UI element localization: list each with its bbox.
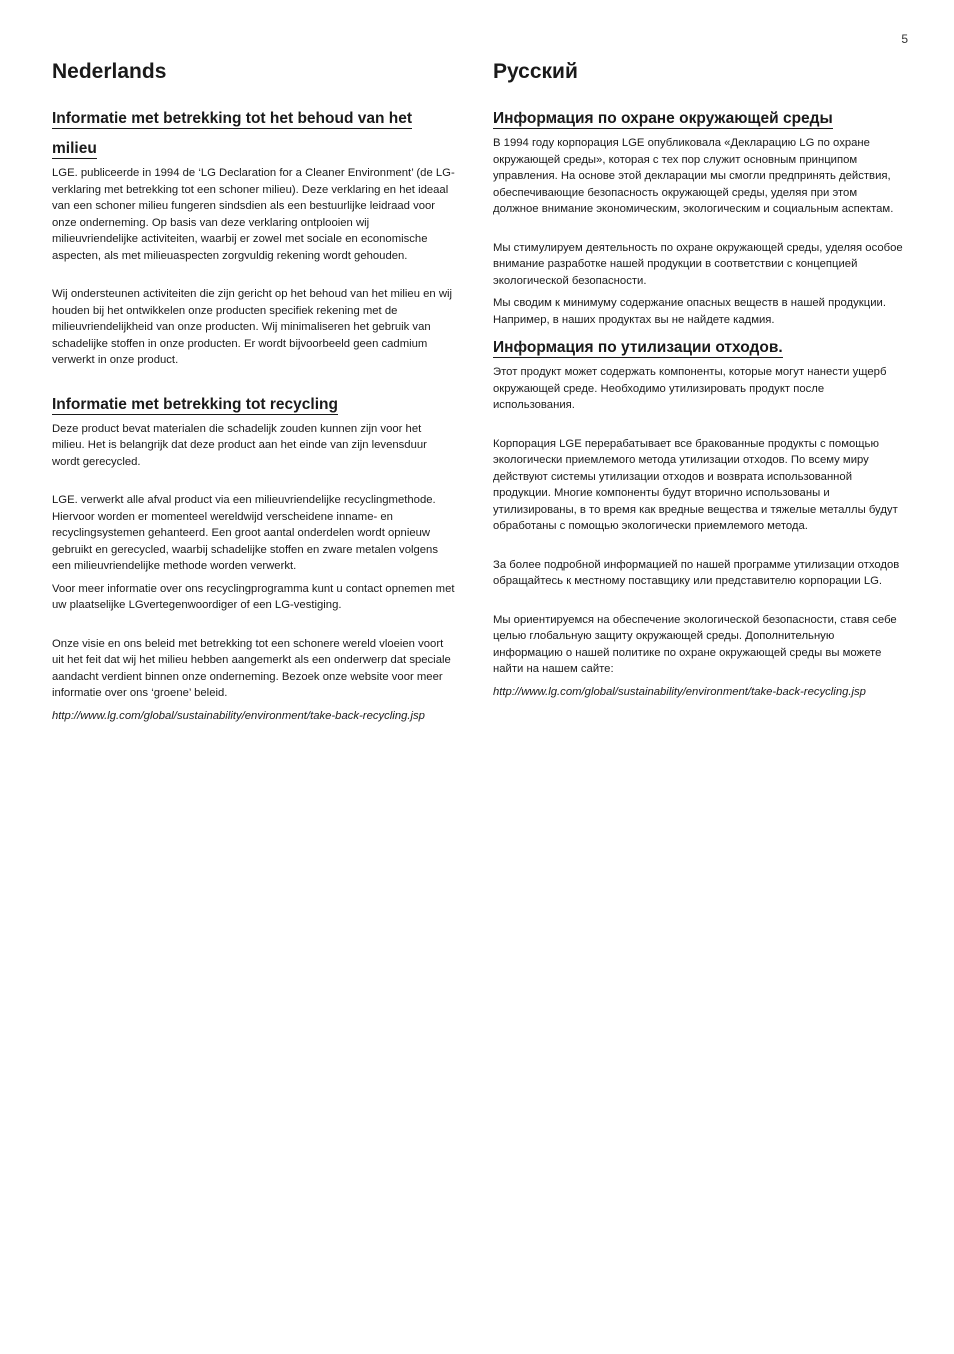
section-heading-milieu-line1: Informatie met betrekking tot het behoud van het [52,110,412,127]
section-heading-recycling-text: Informatie met betrekking tot recycling [52,395,338,413]
section-heading-waste-text: Информация по утилизации отходов. [493,339,783,356]
paragraph: Wij ondersteunen activiteiten die zijn gericht op het behoud van het milieu en wij houden bij het ontwikkelen onze producten specifiek rekening met de milieuvriendelijkheid van onze producten. Wij minimaliseren het gebruik van schadelijke stoffen in onze producten. Er wordt bijvoorbeeld geen cadmium verwerkt in onze product. [52,288,453,366]
section-heading-milieu-cont [52,135,456,163]
paragraph: Мы ориентируемся на обеспечение экологической безопасности, ставя себе целью глобальную защиту окружающей среды. Дополнительную информацию о нашей политике по охране окружающей среды вы можете найти на нашем сайте: [493,613,897,675]
paragraph: Onze visie en ons beleid met betrekking tot een schonere wereld vloeien voort uit het feit dat wij het milieu hebben aangemerkt als een onderwerp dat speciale aandacht verdient binnen onze onderneming. Bezoek onze website voor meer informatie over ons ‘groene’ beleid. [52,637,451,699]
paragraph: В 1994 году корпорация LGE опубликовала «Декларацию LG по охране окружающей среды», которая с тех пор служит основным принципом управления. На основе этой декларации мы смогли предпринять действия, обеспечивающие безопасность окружающей среды, уделяя при этом должное внимание экономическим, экологическим и социальным аспектам. [493,137,894,215]
paragraph: LGE. publiceerde in 1994 de ‘LG Declaration for a Cleaner Environment’ (de LG-verklaring met betrekking tot een schoner milieu). Deze verklaring en het ideaal van een schoner milieu fungeren sindsdien als een bestuurlijke leidraad voor onze onderneming. Op basis van deze verklaring ontplooien wij milieuvriendelijke activiteiten, waarbij er zowel met sociale en economische aspecten, als met milieuaspecten zorgvuldig rekening wordt gehouden. [52,167,455,262]
paragraph: Этот продукт может содержать компоненты, которые могут нанести ущерб окружающей среде. Необходимо утилизировать продукт после использования. [493,366,887,411]
column-russian [493,58,903,700]
paragraph: Voor meer informatie over ons recyclingprogramma kunt u contact opnemen met uw plaatselijke LGvertegenwoordiger of een LG-vestiging. [52,582,455,611]
recycling-link[interactable]: http://www.lg.com/global/sustainability/environment/take-back-recycling.jsp [493,685,866,698]
paragraph: Мы стимулируем деятельность по охране окружающей среды, уделяя особое внимание разработке нашей продукции в соответствии с концепцией экологической безопасности. [493,241,903,287]
section-heading-waste [493,334,903,362]
recycling-link[interactable]: http://www.lg.com/global/sustainability/environment/take-back-recycling.jsp [52,709,425,722]
section-heading-milieu [52,105,456,133]
section-heading-milieu-line2: milieu [52,140,97,157]
language-title-nederlands: Nederlands [52,60,167,83]
paragraph: За более подробной информацией по нашей программе утилизации отходов обращайтесь к местному поставщику или представителю корпорации LG. [493,558,900,587]
language-title-russian: Русский [493,60,578,83]
section-heading-environment-text: Информация по охране окружающей среды [493,110,833,127]
page-number: 5 [901,32,908,46]
section-heading-environment [493,105,903,133]
section-heading-recycling [52,391,456,419]
paragraph: Deze product bevat materialen die schadelijk zouden kunnen zijn voor het milieu. Het is belangrijk dat deze product aan het einde van zijn levensduur wordt gerecycled. [52,422,427,468]
paragraph: Мы сводим к минимуму содержание опасных веществ в нашей продукции. Например, в наших продуктах вы не найдете кадмия. [493,297,886,326]
paragraph: Корпорация LGE перерабатывает все бракованные продукты с помощью экологически приемлемого метода утилизации отходов. По всему миру действуют системы утилизации отходов и возврата использованной продукции. Многие компоненты будут вторично использованы и утилизированы, в то время как вредные вещества и тяжелые металлы будут обработаны с помощью экологически приемлемого метода. [493,437,898,532]
paragraph: LGE. verwerkt alle afval product via een milieuvriendelijke recyclingmethode. Hiervoor worden er momenteel wereldwijd verscheidene inname- en recyclingsystemen gehanteerd. Een groot aantal onderdelen wordt opnieuw gebruikt en gerecycled, waarbij schadelijke stoffen en zware metalen volgens een milieuvriendelijke methode worden verwerkt. [52,494,438,572]
column-nederlands [52,58,456,724]
